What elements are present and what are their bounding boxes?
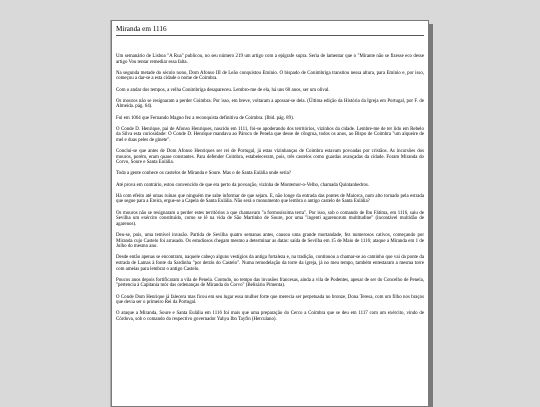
paragraph: Poucos anos depois fortificaram a vila de Penela. Contudo, no tempo das invasões francesas, ainda a vila de Podentes, apesar de ser do Concelho de Penela, "pertencia à Capitania mór das ordenanças de Miranda do Corvo" (Belisário Pimenta). [116,277,424,289]
paragraph: O Conde D. Henrique, pai de Afonso Henriques, nascido em 1111, foi-se apoderando dos territórios, vizinhos da cidade. Lembre-me de ter lido em Rebelo da Silva esta curiosidade: O Conde D. Henrique mandava ao Pároco de Penela que desse de côngrua, todos os anos, ao Bispo de Coimbra "um alqueire de mel e duas peles de ginete". [116,126,424,143]
paragraph: Deu-se, pois, uma temível invasão. Partida de Sevilha quatro semanas antes, causou uma grande mortandade, fez numerosos cativos, começando por Miranda cujo Castelo foi arrasado. Os estudiosos chegam mesmo a determinar as datas: saída de Sevilha em 15 de Maio de 1116; ataque a Miranda em 1 de Julho do mesmo ano. [116,233,424,250]
paragraph: Os mouros não se resignaram a perder estes territórios a que chamavam "a formosíssima terra". Por isso, sob o comando de Ibn Fátima, em 1116, saiu de Sevilha um exército constituído, como se lê na vida de São Martinho de Soure, por uma "ingenti agarenorum multitudine" (incontável multidão de agarenos). [116,210,424,227]
paragraph: O ataque a Miranda, Soure e Santa Eulália em 1116 foi mais que uma preparação do Cerco a Coimbra que se deu em 1117 com um exército, vindo de Córdova, sob o comando do respectivo governador Yahya Ibn Tayfin (Herculano). [116,311,424,322]
paragraph: Há com efeito até umas ruínas que ninguém me sabe informar de que sejam. E, não longe da entrada das pontes de Maiorca, num alto tornado pela estrada que segue para a Ereira, ergue-se a Capela de Santa Eulália. Não será o monumento que lembra o antigo castelo de Santa Eulália? [116,193,424,205]
paragraph: Os mouros não se resignaram a perder Coimbra. Por isso, em breve, voltaram a apossar-se dela. (Última edição da História da Igreja em Portugal, por F. de Almeida. pág. 64). [116,98,424,110]
article-body [112,36,428,323]
paragraph: Foi em 1064 que Fernando Magno fez a reconquista definitiva de Coimbra. (Ibid. pág. 89). [116,115,294,121]
paragraph: Até prova em contrário, estou convencido de que era perto da povoação, vizinha de Montemor-o-Velho, chamada Quintanhedros. [116,182,370,188]
paragraph: O Conde Dom Henrique já falecera mas ficou em seu lugar essa mulher forte que merecia ser perpetuada no bronze, Dona Teresa, com um filho nos braços que devia ser o primeiro Rei da Portugal. [116,294,424,306]
page-title: Miranda em 1116 [116,25,424,36]
paragraph: Desde então apenas se encontram, naquele cabeço alguns vestígios da antiga fortaleza e, na tradição, continuou a chamar-se ao caminho que vai da ponte da estrada de Lamas à fonte da Sardinha "por detrás do Castelo". Numa remodelação da torre da igreja, já no meu tempo, também entestaram a mesma torre com ameias para lembrar o antigo Castelo. [116,255,424,272]
paragraph: Um semanário de Lisboa "A Rua" publicou, no seu número 219 um artigo com a epígrafe supra. Seria de lamentar que o "Mirante não se fizesse eco desse artigo Vou tentar remediar essa falta. [116,54,424,65]
document-page [111,20,429,407]
paragraph: Com o andar dos tempos, a velha Conimbriga desapareceu. Lembro-me de ela, há uns 60 anos, ser um olival. [116,87,330,93]
paragraph: Conclui-se que antes de Dom Afonso Henriques ser rei de Portugal, já estas vizinhanças de Coimbra estavam povoadas por cristãos. As incursões dos mouros, porém, eram quase constantes. Para defender Coimbra, estabeleceram, pois, três castelos como guardas avançadas da cidade. Foram Miranda do Corvo, Soure e Santa Eulália. [116,149,424,166]
paragraph: Toda a gente conhece os castelos de Miranda e Soure. Mas o de Santa Eulália onde seria? [116,171,291,177]
paragraph: Na segunda metade do século nono, Dom Afonso III de Leão conquistou Emínio. O bispado de Conimbriga transitou nessa altura, para Emínio e, por isso, começou a dar-se a esta cidade o nome de Coimbra. [116,70,424,82]
